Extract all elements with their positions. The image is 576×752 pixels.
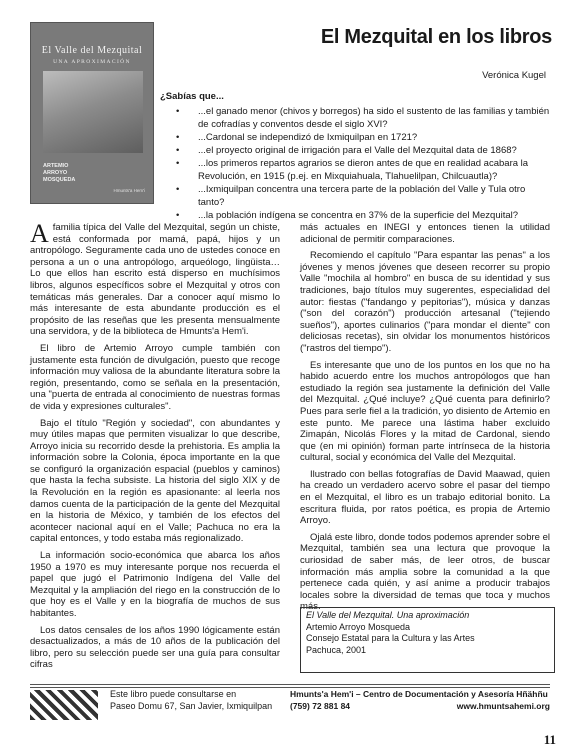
book-reference-box — [300, 607, 555, 673]
cover-subtitle: UNA APROXIMACIÓN — [53, 59, 131, 65]
footer-phone: (759) 72 881 84 — [290, 701, 351, 711]
footer-location — [110, 688, 272, 712]
footer-contact-row — [290, 700, 550, 712]
drop-cap: A — [30, 219, 49, 248]
paragraph: La información socio-económica que abarca los años 1950 a 1970 es muy interesante porque nos recuerda el papel que jugó el Patrimonio Indígena del Valle del Mezquital y la ampliación del riego en la construcción de lo que hoy es el Valle y en la biografía de muchos de sus habitantes. — [30, 550, 280, 619]
paragraph: Ojalá este libro, donde todos podemos aprender sobre el Mezquital, también sea una lectura que provoque la curiosidad de saber más, de leer otros, de buscar información más amplia sobre la comunidad a la que pertenece cada quién, y así anime a producir trabajos locales sobre la diversidad de temas que toca y muchos más. — [300, 531, 550, 613]
list-item: • ...el ganado menor (chivos y borregos) ha sido el sustento de las familias y también de cofradías y conventos desde el siglo XVI? — [160, 105, 550, 131]
paragraph: El libro de Artemio Arroyo cumple también con justamente esta función de divulgación, puesto que recoge información muy valiosa de la abundante literatura sobre la región, presentando, como se señala en la presentación, una "puerta de entrada al conocimiento de nuestras formas de vida y expresiones culturales". — [30, 342, 280, 412]
article-title: El Mezquital en los libros — [320, 26, 552, 48]
cover-photo — [43, 71, 143, 153]
body-column-right — [300, 222, 550, 618]
paragraph: Recomiendo el capítulo "Para espantar las penas" a los jóvenes y menos jóvenes que deseen recorrer su propio Valle "mochila al hombro" en busca de su identidad y sus tradiciones, bajo títulos muy sugerentes, especialidad del autor: fiestas ("fandango y pepitorias"), música y danzas ("son del corazón") producción artesanal ("tejiendo sueños"), aportes culinarios ("para mondar el diente" con deliciosas recetas), sin olvidar los monumentos históricos ("rastros del tiempo"). — [300, 250, 550, 354]
body-column-left — [30, 219, 280, 676]
ref-publisher: Consejo Estatal para la Cultura y las Artes — [306, 633, 475, 643]
paragraph: Ilustrado con bellas fotografías de David Maawad, quien ha creado un verdadero acervo sobre el pasar del tiempo en el Mezquital, el libro es un trabajo editorial bonito. La escritura fluida, por ratos poética, es propia de Artemio Arroyo. — [300, 468, 550, 527]
footer-org-name: Hmunts'a Hem'i – Centro de Documentación y Asesoría Hñähñu — [290, 689, 548, 699]
paragraph-text: familia típica del Valle del Mezquital, según un chiste, está conformada por mamá, papá, hijos y un antropólogo. Seguramente cada uno de ustedes conoce en persona a un o una antropólogo, arqueólogo, lingüista… Lo que ellos han escrito está disperso en muchísimos libros, algunos específicos sobre el Mezquital y otros con temáticas más generales. Dar a conocer aquí mismo lo más interesante de esta abundante producción es el propósito de las reseñas que les presenta mensualmente una servidora, y de la biblioteca de Hmunts'a Hem'i. — [30, 222, 280, 338]
ref-author: Artemio Arroyo Mosqueda — [306, 621, 411, 632]
list-item: • ...el proyecto original de irrigación para el Valle del Mezquital data de 1868? — [160, 144, 550, 157]
ref-place-year: Pachuca, 2001 — [306, 644, 367, 655]
book-cover — [30, 22, 154, 204]
page-number: 11 — [543, 732, 556, 747]
paragraph: más actuales en INEGI y entonces tienen la utilidad adicional de permitir comparaciones. — [300, 222, 550, 245]
paragraph: Es interesante que uno de los puntos en los que no ha habido acuerdo entre los muchos antropólogos que han estudiado la región sea justamente la definición del Valle del Mezquital. ¿Qué incluye? ¿Qué cuenta para definirlo? Pues para serle fiel a la tradición, yo disiento de Artemio en este punto. Me parece una lástima haber excluido Zimapán, Nicolás Flores y la mitad de Cardonal, siendo que (en mi opinión) forman parte intrínseca de la historia cultural, social y económica del Valle del Mezquital. — [300, 359, 550, 464]
did-you-know-list — [160, 105, 550, 222]
did-you-know-box — [160, 90, 550, 222]
footer-location-line: Este libro puede consultarse en — [110, 689, 237, 699]
cover-title: El Valle del Mezquital — [41, 45, 143, 56]
cover-author: ARTEMIO ARROYO MOSQUEDA — [43, 163, 76, 183]
footer-divider — [30, 684, 550, 685]
list-item: • ...los primeros repartos agrarios se dieron antes de que en realidad acabara la Revolución, en 1915 (p.ej. en Mixquiahuala, Tlahuelilpan, Chilcuautla)? — [160, 157, 550, 183]
list-item: • ...la población indígena se concentra en 37% de la superficie del Mezquital? — [160, 209, 550, 222]
paragraph: Los datos censales de los años 1990 lógicamente están desactualizados, a más de 10 años de la publicación del libro, pero su selección puede ser una guía para consultar cifras — [30, 624, 280, 671]
footer-location-line: Paseo Domu 67, San Javier, Ixmiquilpan — [110, 701, 273, 711]
ref-title: El Valle del Mezquital. Una aproximación — [306, 610, 470, 620]
article-author: Verónica Kugel — [482, 70, 546, 81]
decorative-pattern-icon — [30, 690, 98, 720]
did-you-know-heading: ¿Sabías que... — [160, 91, 224, 102]
paragraph: Bajo el título "Región y sociedad", con abundantes y muy útiles mapas que permiten visualizar lo que describe, Arroyo inicia su recorrido desde la prehistoria. Es amplia la información sobre la Colonia, época importante en la que se configuró la organización espacial (pueblos y caminos) que hasta la fecha subsiste. La historia del siglo XIX y de la Revolución en la región es apasionante: al leerla nos damos cuenta de la participación de la gente del Mezquital en la historia de México, y también de los efectos del acontecer nacional aquí en el Valle; Pachuca no era la capital entonces, y todo estaba más regionalizado. — [30, 417, 280, 545]
footer-contact — [290, 688, 550, 712]
paragraph — [30, 219, 280, 338]
cover-publisher: Hmunts'a Hem'i — [113, 188, 145, 193]
list-item: • ...Ixmiquilpan concentra una tercera parte de la población del Valle y Tula otro tanto? — [160, 183, 550, 209]
list-item: • ...Cardonal se independizó de Ixmiquilpan en 1721? — [160, 131, 550, 144]
footer-website-link[interactable]: www.hmuntsahemi.org — [456, 701, 550, 711]
footer — [30, 684, 550, 724]
